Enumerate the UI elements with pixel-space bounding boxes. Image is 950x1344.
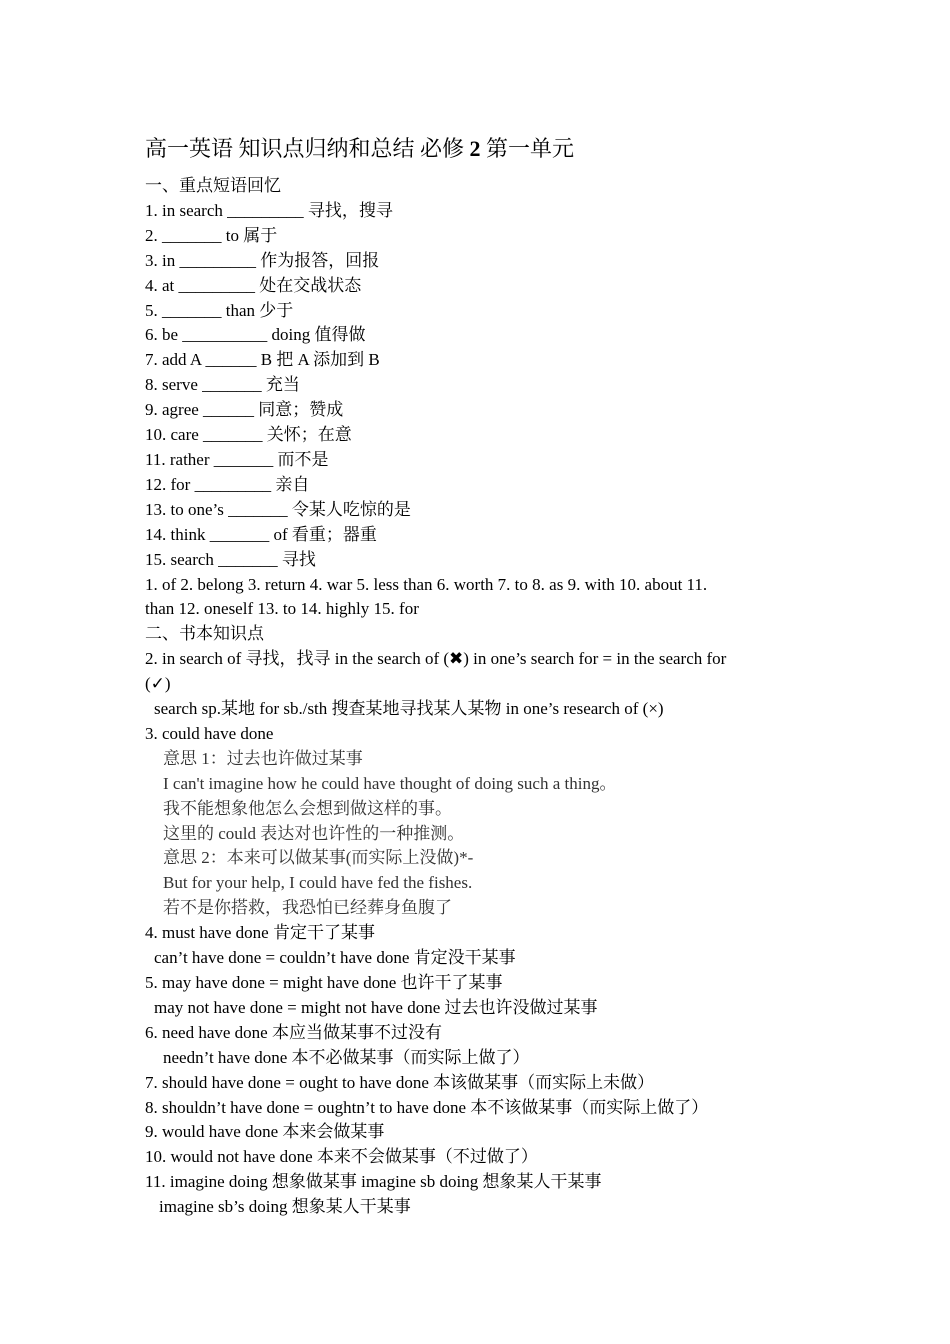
phrase-item: 6. be __________ doing 值得做 bbox=[145, 325, 366, 345]
point-3-meaning-1: 意思 1：过去也许做过某事 bbox=[163, 748, 363, 768]
phrase-item: 13. to one’s _______ 令某人吃惊的是 bbox=[145, 499, 411, 519]
phrase-item: 10. care _______ 关怀；在意 bbox=[145, 425, 352, 445]
phrase-item: 4. at _________ 处在交战状态 bbox=[145, 275, 362, 295]
point-3-meaning-2: 意思 2：本来可以做某事(而实际上没做)*- bbox=[163, 848, 474, 868]
answers-line: than 12. oneself 13. to 14. highly 15. for bbox=[145, 599, 419, 619]
point-2-line3: search sp.某地 for sb./sth 搜查某地寻找某人某物 in one’s research of (×) bbox=[154, 699, 664, 719]
point-7: 7. should have done = ought to have done 本该做某事（而实际上未做） bbox=[145, 1072, 655, 1092]
phrase-item: 12. for _________ 亲自 bbox=[145, 474, 310, 494]
phrase-item: 11. rather _______ 而不是 bbox=[145, 449, 329, 469]
point-4a: 4. must have done 肯定干了某事 bbox=[145, 923, 375, 943]
document-body bbox=[145, 134, 825, 1220]
point-5a: 5. may have done = might have done 也许干了某事 bbox=[145, 973, 503, 992]
point-3-example-2: But for your help, I could have fed the fishes. bbox=[163, 873, 473, 893]
phrase-item: 3. in _________ 作为报答，回报 bbox=[145, 250, 380, 270]
point-3-translation-2: 若不是你搭救，我恐怕已经葬身鱼腹了 bbox=[163, 898, 452, 918]
point-5b: may not have done = might not have done 过去也许没做过某事 bbox=[154, 997, 598, 1017]
phrase-item: 2. _______ to 属于 bbox=[145, 225, 278, 245]
title-main: 高一英语 知识点归纳和总结 必修 bbox=[145, 136, 465, 161]
phrase-item: 7. add A ______ B 把 A 添加到 B bbox=[145, 350, 380, 370]
point-11a: 11. imagine doing 想象做某事 imagine sb doing 想象某人干某事 bbox=[145, 1172, 602, 1192]
point-4b: can’t have done = couldn’t have done 肯定没干某事 bbox=[154, 948, 516, 968]
section1-heading: 一、重点短语回忆 bbox=[145, 176, 281, 195]
point-2-line1: 2. in search of 寻找，找寻 in the search of (✖) in one’s search for = in the search for bbox=[145, 649, 727, 669]
point-6b: needn’t have done 本不必做某事（而实际上做了） bbox=[163, 1047, 530, 1067]
point-10: 10. would not have done 本来不会做某事（不过做了） bbox=[145, 1147, 538, 1167]
point-6a: 6. need have done 本应当做某事不过没有 bbox=[145, 1022, 442, 1042]
point-8: 8. shouldn’t have done = oughtn’t to have done 本不该做某事（而实际上做了） bbox=[145, 1097, 709, 1117]
document-title bbox=[145, 134, 825, 164]
point-3-heading: 3. could have done bbox=[145, 723, 274, 743]
title-tail: 第一单元 bbox=[486, 136, 575, 161]
answers-line: 1. of 2. belong 3. return 4. war 5. less than 6. worth 7. to 8. as 9. with 10. about 11. bbox=[145, 574, 708, 594]
point-9: 9. would have done 本来会做某事 bbox=[145, 1122, 385, 1142]
phrase-item: 1. in search _________ 寻找，搜寻 bbox=[145, 200, 393, 220]
point-2-line2: (✓) bbox=[145, 674, 171, 694]
point-3-translation-1: 我不能想象他怎么会想到做这样的事。 bbox=[163, 798, 452, 818]
phrase-item: 8. serve _______ 充当 bbox=[145, 375, 300, 395]
section2-heading: 二、书本知识点 bbox=[145, 624, 264, 644]
title-number: 2 bbox=[469, 136, 481, 161]
phrase-item: 5. _______ than 少于 bbox=[145, 300, 294, 320]
point-3-example-1: I can't imagine how he could have thought of doing such a thing。 bbox=[163, 773, 617, 793]
point-3-note: 这里的 could 表达对也许性的一种推测。 bbox=[163, 823, 465, 843]
point-11b: imagine sb’s doing 想象某人干某事 bbox=[159, 1197, 411, 1217]
phrase-item: 14. think _______ of 看重；器重 bbox=[145, 524, 377, 544]
phrase-item: 15. search _______ 寻找 bbox=[145, 549, 316, 569]
phrase-item: 9. agree ______ 同意；赞成 bbox=[145, 400, 344, 420]
